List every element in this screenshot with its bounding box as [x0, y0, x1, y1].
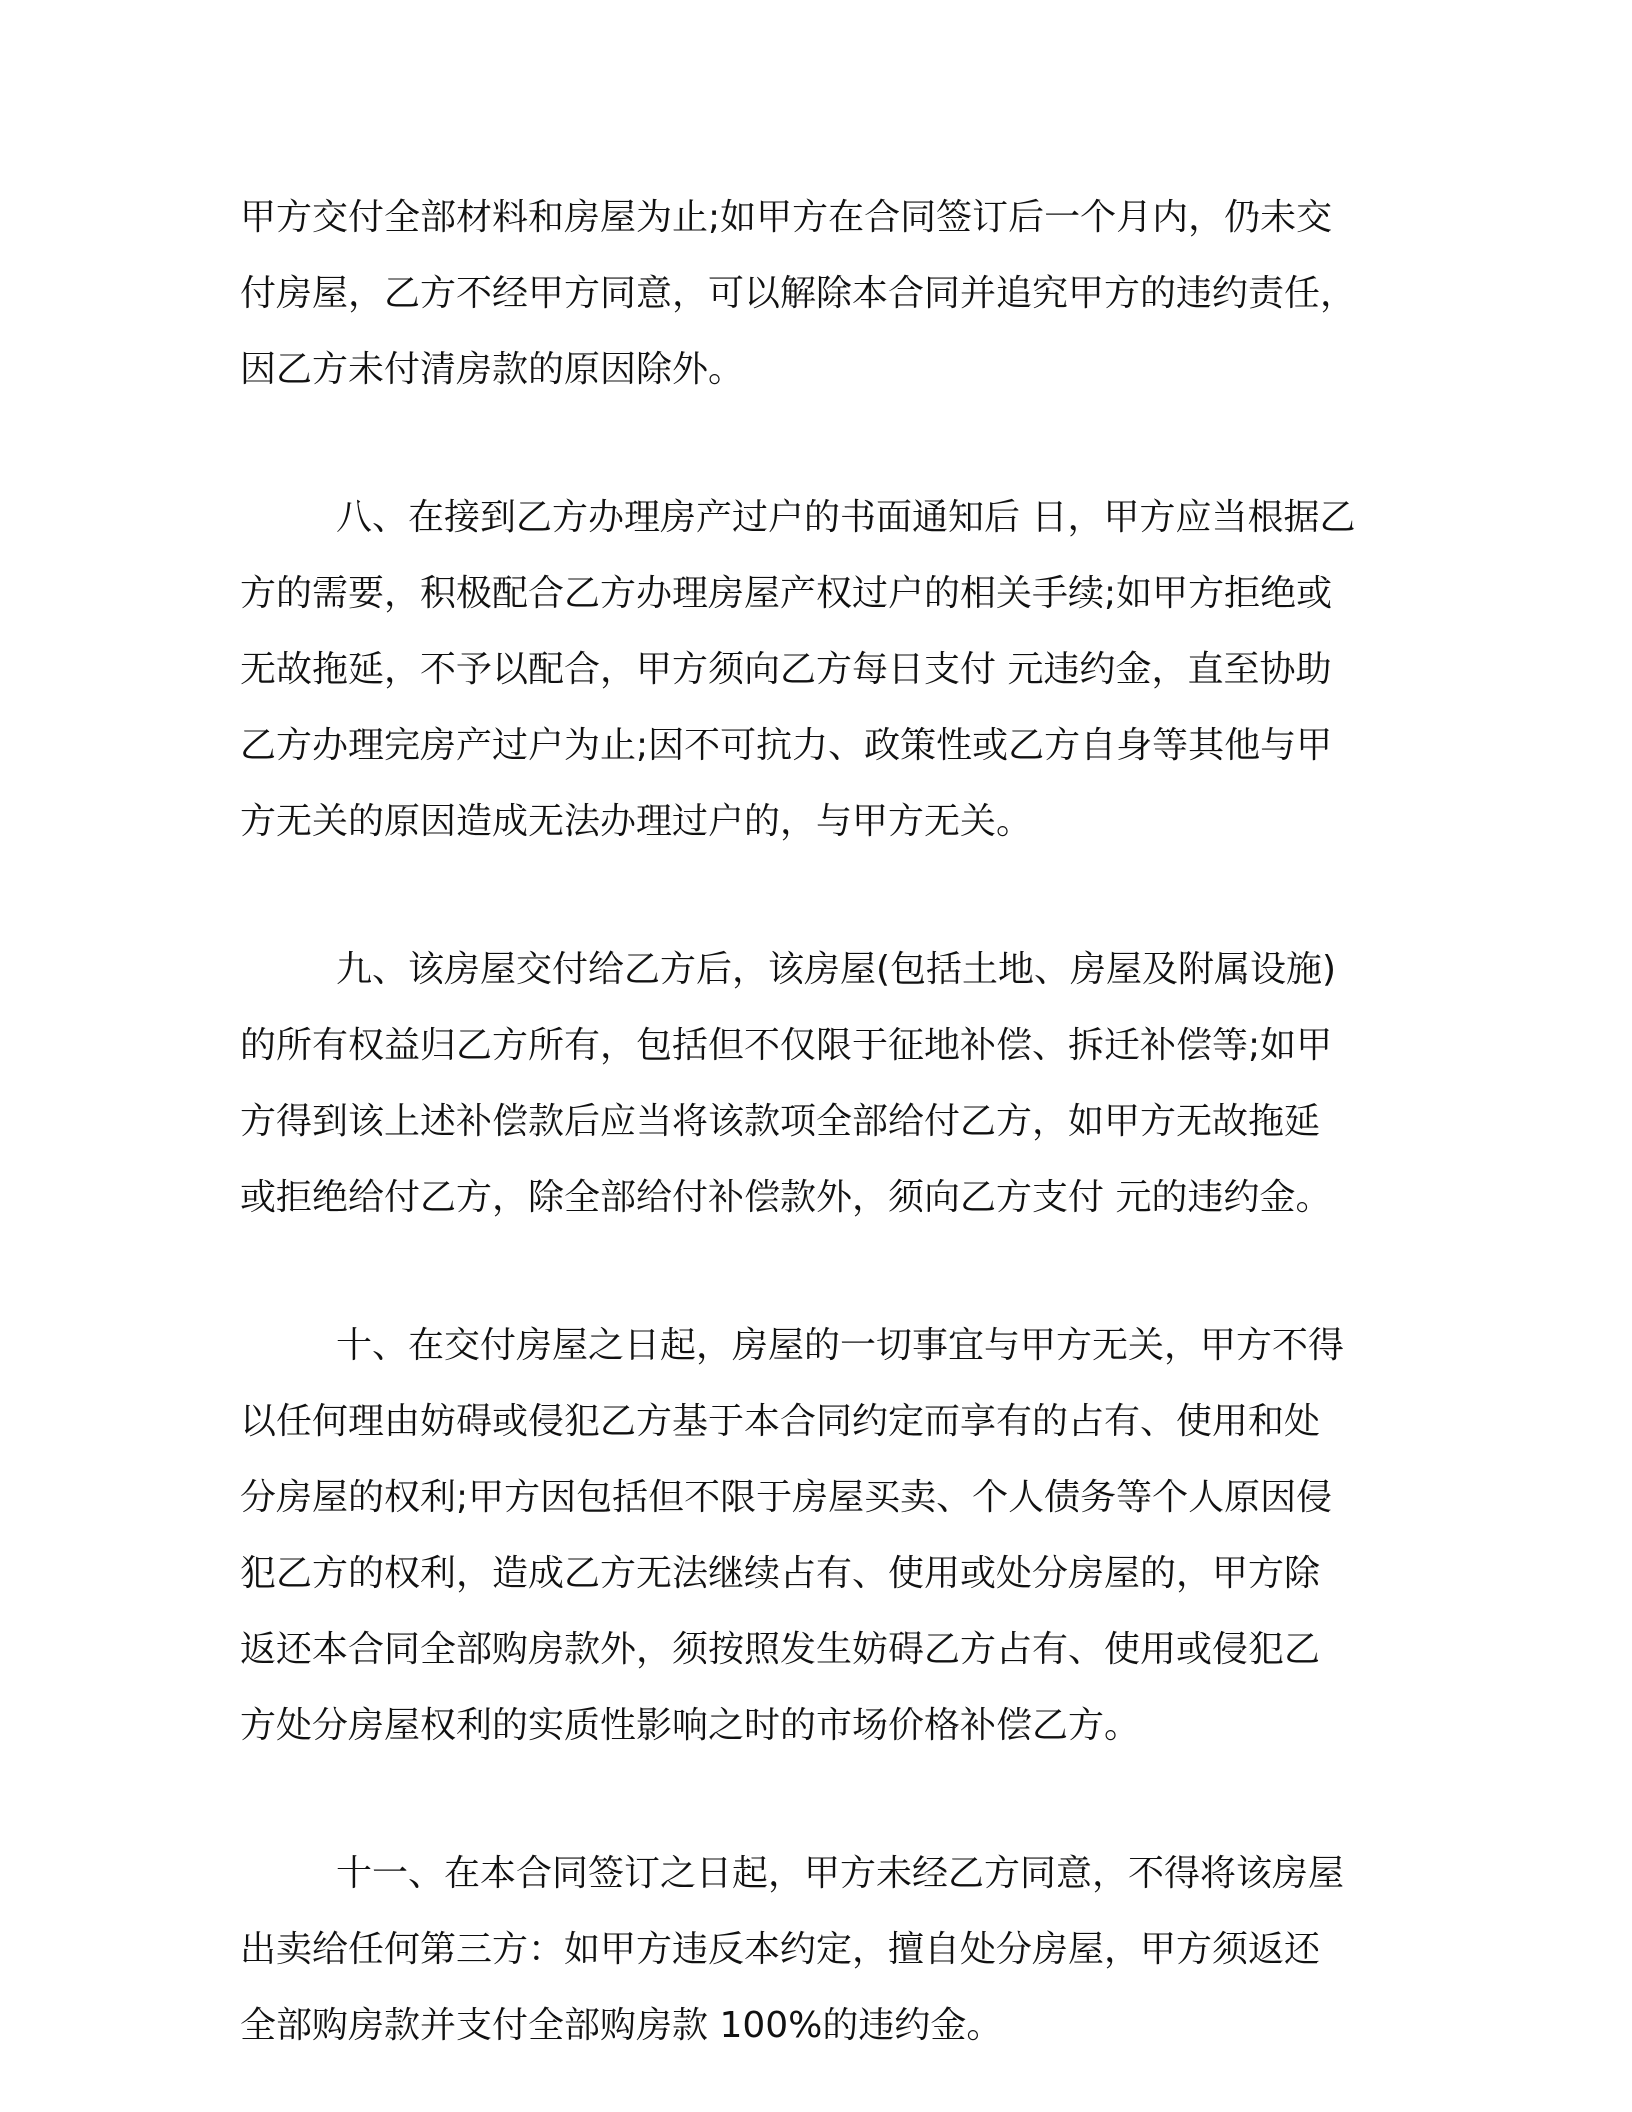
paragraph-clause-9	[240, 932, 1380, 1236]
text-line: 出卖给任何第三方：如甲方违反本约定，擅自处分房屋，甲方须返还	[240, 1929, 1321, 1970]
paragraph-clause-8	[240, 480, 1380, 860]
text-line: 八、在接到乙方办理房产过户的书面通知后 日，甲方应当根据乙	[336, 497, 1356, 538]
paragraph-clause-10	[240, 1308, 1380, 1764]
text-line: 方无关的原因造成无法办理过户的，与甲方无关。	[240, 801, 1033, 842]
text-line: 方得到该上述补偿款后应当将该款项全部给付乙方，如甲方无故拖延	[240, 1101, 1321, 1142]
text-line: 或拒绝给付乙方，除全部给付补偿款外，须向乙方支付 元的违约金。	[240, 1177, 1332, 1218]
text-line: 的所有权益归乙方所有，包括但不仅限于征地补偿、拆迁补偿等;如甲	[240, 1025, 1333, 1066]
paragraph-continuation	[240, 180, 1380, 408]
text-line: 十、在交付房屋之日起，房屋的一切事宜与甲方无关，甲方不得	[336, 1325, 1345, 1366]
text-line: 全部购房款并支付全部购房款 100%的违约金。	[240, 2005, 1003, 2046]
paragraph-clause-11	[240, 1836, 1380, 2064]
text-line: 九、该房屋交付给乙方后，该房屋(包括土地、房屋及附属设施)	[336, 949, 1337, 990]
text-line: 分房屋的权利;甲方因包括但不限于房屋买卖、个人债务等个人原因侵	[240, 1477, 1333, 1518]
text-line: 返还本合同全部购房款外，须按照发生妨碍乙方占有、使用或侵犯乙	[240, 1629, 1321, 1670]
paragraph-spacer	[240, 408, 1380, 480]
text-line: 犯乙方的权利，造成乙方无法继续占有、使用或处分房屋的，甲方除	[240, 1553, 1321, 1594]
contract-body	[240, 180, 1380, 2064]
text-line: 方的需要，积极配合乙方办理房屋产权过户的相关手续;如甲方拒绝或	[240, 573, 1333, 614]
text-line: 以任何理由妨碍或侵犯乙方基于本合同约定而享有的占有、使用和处	[240, 1401, 1321, 1442]
paragraph-spacer	[240, 860, 1380, 932]
text-line: 因乙方未付清房款的原因除外。	[240, 349, 745, 390]
paragraph-spacer	[240, 1764, 1380, 1836]
text-line: 十一、在本合同签订之日起，甲方未经乙方同意，不得将该房屋	[336, 1853, 1345, 1894]
text-line: 付房屋，乙方不经甲方同意，可以解除本合同并追究甲方的违约责任，	[240, 273, 1357, 314]
paragraph-spacer	[240, 1236, 1380, 1308]
text-line: 方处分房屋权利的实质性影响之时的市场价格补偿乙方。	[240, 1705, 1141, 1746]
text-line: 甲方交付全部材料和房屋为止;如甲方在合同签订后一个月内，仍未交	[240, 197, 1333, 238]
text-line: 无故拖延，不予以配合，甲方须向乙方每日支付 元违约金，直至协助	[240, 649, 1332, 690]
text-line: 乙方办理完房产过户为止;因不可抗力、政策性或乙方自身等其他与甲	[240, 725, 1333, 766]
